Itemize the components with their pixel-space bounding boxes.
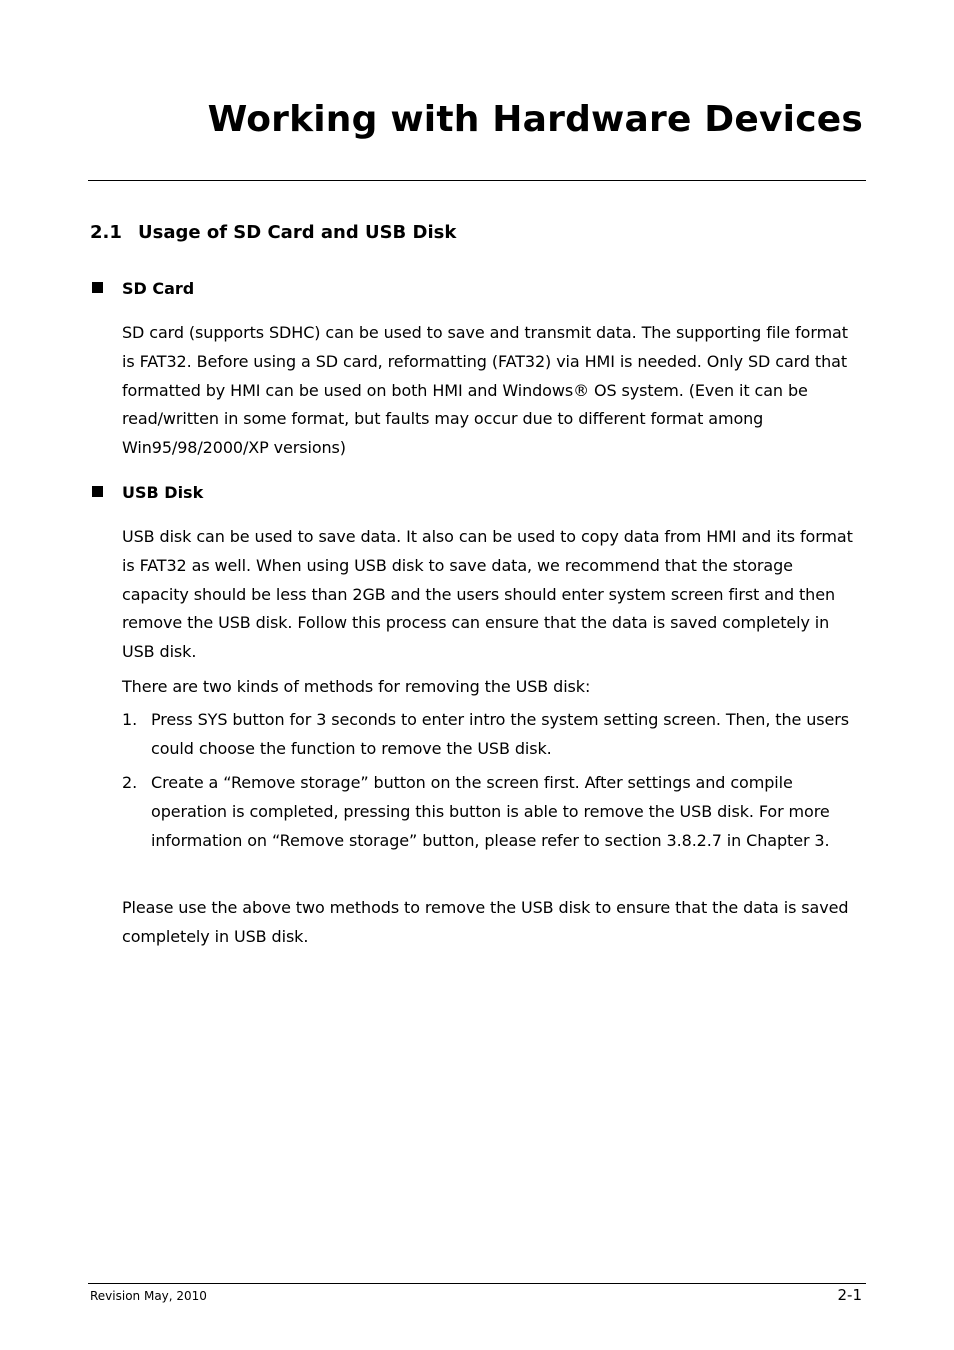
usb-disk-paragraph: USB disk can be used to save data. It also can be used to copy data from HMI and its format is FAT32 as well. When using USB disk to save data, we recommend that the storage capacity should be less than 2GB and the users should enter system screen first and then remove the USB disk. Follow this process can ensure that the data is saved completely in USB disk. — [122, 527, 853, 662]
page-number: 2-1 — [837, 1286, 862, 1304]
section-title: Usage of SD Card and USB Disk — [138, 222, 457, 243]
section-heading — [90, 220, 456, 246]
sd-card-paragraph: SD card (supports SDHC) can be used to save and transmit data. The supporting file format is FAT32. Before using a SD card, reformatting (FAT32) via HMI is needed. Only SD card that formatted by HMI can be used on both HMI and Windows® OS system. (Even it can be read/written in some format, but faults may occur due to different format among Win95/98/2000/XP versions) — [122, 323, 848, 458]
closing-paragraph: Please use the above two methods to remove the USB disk to ensure that the data is saved completely in USB disk. — [122, 898, 849, 946]
footer-revision: Revision May, 2010 — [90, 1289, 207, 1303]
section-number: 2.1 — [90, 222, 122, 243]
usb-methods-intro: There are two kinds of methods for removing the USB disk: — [122, 677, 591, 696]
footer-divider — [88, 1283, 866, 1284]
square-bullet-icon — [92, 282, 103, 293]
list-item-text: Press SYS button for 3 seconds to enter intro the system setting screen. Then, the users could choose the function to remove the USB disk. — [151, 710, 849, 758]
square-bullet-icon — [92, 486, 103, 497]
usb-disk-heading-label: USB Disk — [122, 483, 204, 502]
list-item-method-2 — [122, 769, 864, 855]
title-divider — [88, 180, 866, 181]
list-item-text: Create a “Remove storage” button on the screen first. After settings and compile operation is completed, pressing this button is able to remove the USB disk. For more information on “Remove storage” button, please refer to section 3.8.2.7 in Chapter 3. — [151, 773, 830, 850]
list-item-marker: 2. — [122, 773, 138, 792]
usb-disk-heading — [92, 482, 203, 504]
sd-card-heading — [92, 278, 194, 300]
sd-card-heading-label: SD Card — [122, 279, 195, 298]
list-item-marker: 1. — [122, 710, 138, 729]
page-title: Working with Hardware Devices — [207, 99, 863, 140]
list-item-method-1 — [122, 706, 864, 764]
